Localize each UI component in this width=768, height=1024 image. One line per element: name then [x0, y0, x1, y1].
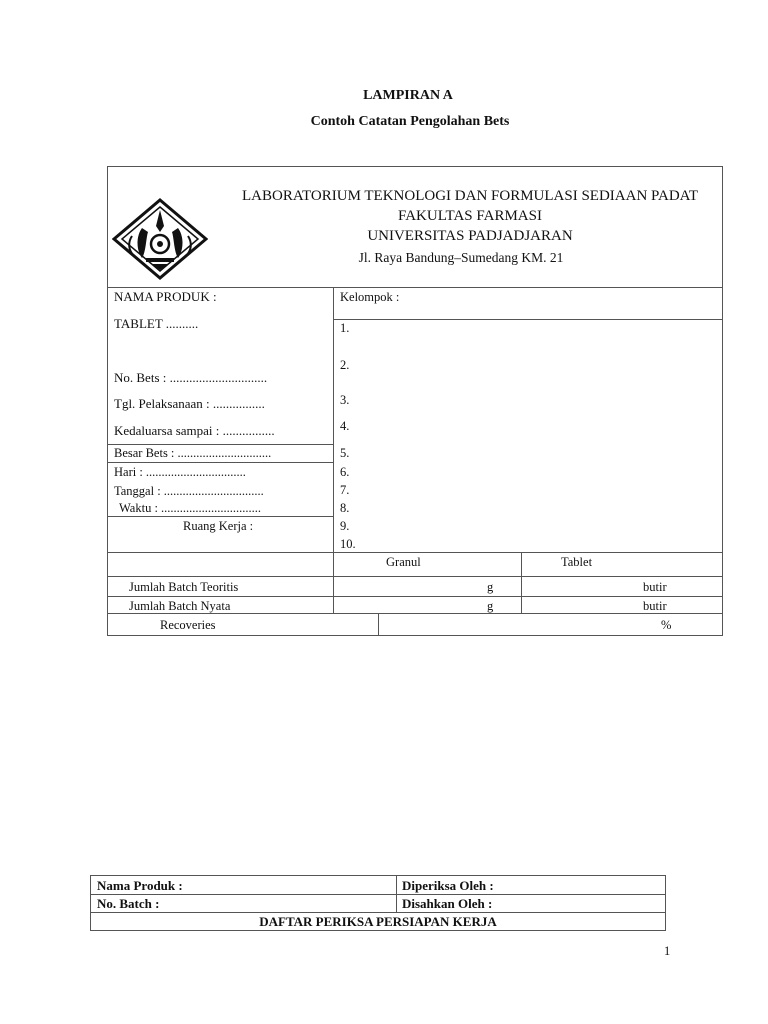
- teoritis-tablet-unit: butir: [643, 580, 667, 594]
- jumlah-nyata-label: Jumlah Batch Nyata: [129, 599, 231, 613]
- nyata-granul-unit: g: [487, 599, 494, 613]
- letterhead-faculty: FAKULTAS FARMASI: [398, 208, 542, 224]
- university-seal-icon: [112, 198, 208, 280]
- col-tablet-header: Tablet: [561, 555, 593, 569]
- checklist-disahkan: Disahkan Oleh :: [402, 896, 493, 911]
- waktu-label: Waktu : ................................: [119, 501, 262, 515]
- page-number: 1: [664, 944, 671, 958]
- no-bets-label: No. Bets : ..............................: [114, 370, 268, 385]
- member-6: 6.: [340, 465, 350, 479]
- kelompok-label: Kelompok :: [340, 290, 400, 304]
- ruang-kerja-label: Ruang Kerja :: [183, 519, 254, 533]
- letterhead-university: UNIVERSITAS PADJADJARAN: [367, 228, 573, 244]
- member-2: 2.: [340, 358, 350, 372]
- member-3: 3.: [340, 393, 350, 407]
- nama-produk-label: NAMA PRODUK :: [114, 289, 217, 304]
- kedaluarsa-label: Kedaluarsa sampai : ................: [114, 423, 275, 438]
- checklist-diperiksa: Diperiksa Oleh :: [402, 878, 494, 893]
- member-10: 10.: [340, 537, 356, 551]
- jumlah-teoritis-label: Jumlah Batch Teoritis: [129, 580, 239, 594]
- recoveries-label: Recoveries: [160, 618, 216, 632]
- col-granul-header: Granul: [386, 555, 421, 569]
- tanggal-label: Tanggal : ................................: [114, 484, 264, 498]
- member-9: 9.: [340, 519, 350, 533]
- member-7: 7.: [340, 483, 350, 497]
- appendix-subtitle: Contoh Catatan Pengolahan Bets: [310, 114, 510, 129]
- teoritis-granul-unit: g: [487, 580, 494, 594]
- checklist-no-batch: No. Batch :: [97, 896, 160, 911]
- nyata-tablet-unit: butir: [643, 599, 667, 613]
- recoveries-unit: %: [661, 618, 672, 632]
- member-5: 5.: [340, 446, 350, 460]
- member-4: 4.: [340, 419, 350, 433]
- checklist-title: DAFTAR PERIKSA PERSIAPAN KERJA: [259, 914, 497, 929]
- hari-label: Hari : ................................: [114, 465, 246, 479]
- member-1: 1.: [340, 321, 350, 335]
- besar-bets-label: Besar Bets : ..............................: [114, 446, 272, 460]
- tablet-label: TABLET ..........: [114, 316, 199, 331]
- checklist-nama-produk: Nama Produk :: [97, 878, 183, 893]
- tgl-pelaksanaan-label: Tgl. Pelaksanaan : ................: [114, 396, 265, 411]
- member-8: 8.: [340, 501, 350, 515]
- letterhead-lab: LABORATORIUM TEKNOLOGI DAN FORMULASI SEDIAAN PADAT: [242, 188, 698, 204]
- appendix-title: LAMPIRAN A: [363, 88, 453, 103]
- letterhead-address: Jl. Raya Bandung–Sumedang KM. 21: [358, 250, 564, 265]
